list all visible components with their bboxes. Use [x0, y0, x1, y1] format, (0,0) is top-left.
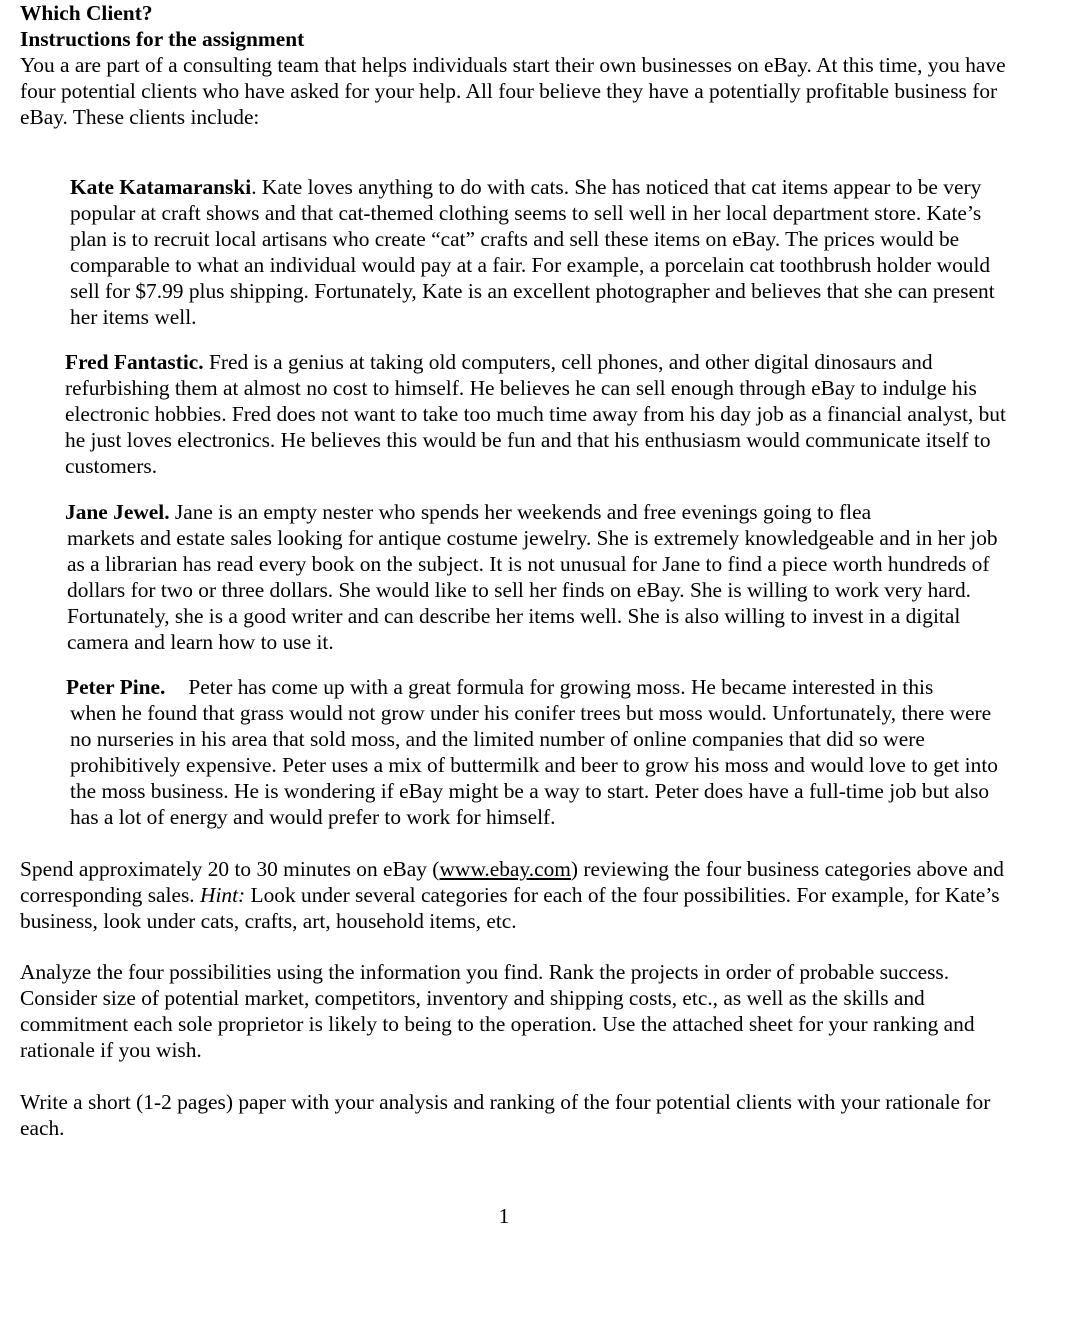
ebay-link[interactable]: www.ebay.com [439, 857, 571, 881]
spend-paragraph: Spend approximately 20 to 30 minutes on eBay (www.ebay.com) reviewing the four business categories above and corresponding sales. Hint: Look under several categories for each of the four possibilities. For example, for Kate’s business, look under cats, crafts, art, household items, etc. [20, 857, 1004, 934]
client-peter [66, 674, 1016, 831]
document-title: Which Client? [20, 1, 153, 25]
client-name-separator: . [251, 175, 257, 199]
write-paragraph: Write a short (1-2 pages) paper with your analysis and ranking of the four potential clients with your rationale for each. [20, 1090, 991, 1141]
client-description-first-line: Jane is an empty nester who spends her weekends and free evenings going to flea [169, 500, 872, 524]
page-number: 1 [498, 1204, 510, 1228]
intro-paragraph: You a are part of a consulting team that helps individuals start their own businesses on eBay. At this time, you have four potential clients who have asked for your help. All four believe they have a potentially profitable business for eBay. These clients include: [20, 53, 1006, 130]
document-subtitle: Instructions for the assignment [20, 27, 305, 52]
client-fred [65, 349, 1010, 479]
client-description: when he found that grass would not grow under his conifer trees but moss would. Unfortunately, there were no nurseries in his area that sold moss, and the limited number of online companies that did so were prohibitively expensive. Peter uses a mix of buttermilk and beer to grow his moss and would love to get into the moss business. He is wondering if eBay might be a way to start. Peter does have a full-time job but also has a lot of energy and would prefer to work for himself. [70, 701, 998, 830]
client-description: Fred is a genius at taking old computers, cell phones, and other digital dinosaurs and refurbishing them at almost no cost to himself. He believes he can sell enough through eBay to indulge his electronic hobbies. Fred does not want to take too much time away from his day job as a financial analyst, but he just loves electronics. He believes this would be fun and that his enthusiasm would communicate itself to customers. [65, 350, 1006, 479]
client-name: Kate Katamaranski [70, 175, 252, 199]
client-kate [70, 174, 1000, 331]
document-page [20, 0, 1020, 1141]
client-name: Fred Fantastic. [65, 350, 204, 374]
client-description: Kate loves anything to do with cats. She has noticed that cat items appear to be very popular at craft shows and that cat-themed clothing seems to sell well in her local department store. Kate’s plan is to recruit local artisans who create “cat” crafts and sell these items on eBay. The prices would be comparable to what an individual would pay at a fair. For example, a porcelain cat toothbrush holder would sell for $7.99 plus shipping. Fortunately, Kate is an excellent photographer and believes that she can present her items well. [70, 175, 995, 330]
client-name: Peter Pine. [66, 675, 166, 699]
analyze-paragraph: Analyze the four possibilities using the information you find. Rank the projects in order of probable success. Consider size of potential market, competitors, inventory and shipping costs, etc., as well as the skills and commitment each sole proprietor is likely to being to the operation. Use the attached sheet for your ranking and rationale if you wish. [20, 960, 975, 1063]
hint-label: Hint: [200, 883, 246, 908]
client-name: Jane Jewel. [65, 500, 170, 524]
client-jane [65, 499, 1000, 656]
client-description: markets and estate sales looking for antique costume jewelry. She is extremely knowledgeable and in her job as a librarian has read every book on the subject. It is not unusual for Jane to find a piece worth hundreds of dollars for two or three dollars. She would like to sell her finds on eBay. She is willing to work very hard. Fortunately, she is a good writer and can describe her items well. She is also willing to invest in a digital camera and learn how to use it. [67, 526, 998, 655]
client-description-first-line: Peter has come up with a great formula for growing moss. He became interested in this [188, 675, 934, 699]
